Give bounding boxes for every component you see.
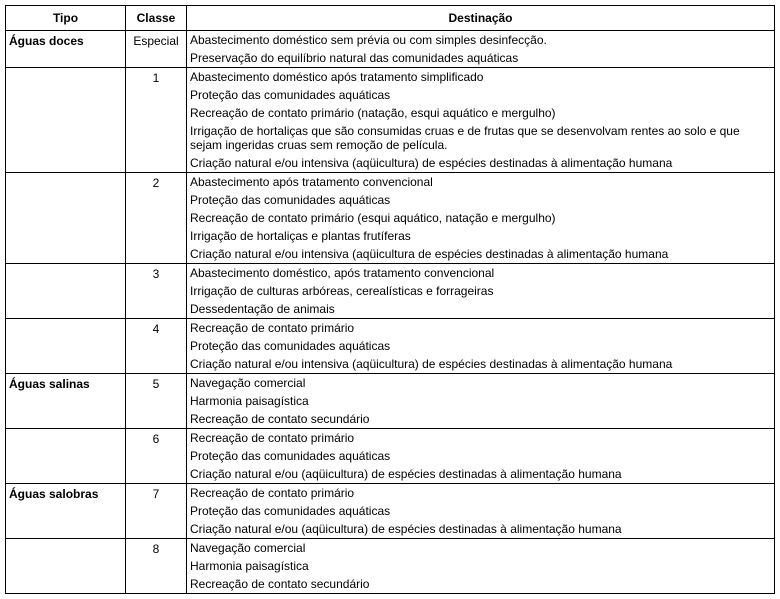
cell-classe: Especial xyxy=(126,31,187,68)
destinacao-item: Irrigação de hortaliças e plantas frutíferas xyxy=(190,229,411,243)
destinacao-item: Abastecimento doméstico após tratamento simplificado xyxy=(190,70,484,84)
table-body xyxy=(6,31,775,594)
header-row xyxy=(6,6,775,31)
cell-tipo xyxy=(6,539,126,594)
table-header xyxy=(6,6,775,31)
destinacao-item: Proteção das comunidades aquáticas xyxy=(190,504,391,518)
cell-tipo xyxy=(6,173,126,264)
destinacao-item: Abastecimento doméstico, após tratamento convencional xyxy=(190,266,495,280)
destinacao-item: Navegação comercial xyxy=(190,376,306,390)
destinacao-item: Dessedentação de animais xyxy=(190,302,335,316)
destinacao-item: Recreação de contato secundário xyxy=(190,577,370,591)
cell-tipo: Águas salobras xyxy=(6,484,126,539)
cell-classe: 5 xyxy=(126,374,187,429)
destinacao-item: Preservação do equilíbrio natural das comunidades aquáticas xyxy=(190,51,519,65)
cell-classe: 8 xyxy=(126,539,187,594)
cell-destinacao xyxy=(187,429,775,484)
table-row xyxy=(6,68,775,173)
cell-destinacao xyxy=(187,484,775,539)
water-classification-table xyxy=(5,5,775,594)
table-row xyxy=(6,429,775,484)
destinacao-item: Recreação de contato primário xyxy=(190,321,355,335)
destinacao-item: Criação natural e/ou intensiva (aqüicultura) de espécies destinadas à alimentação humana xyxy=(190,156,673,170)
destinacao-item: Criação natural e/ou (aqüicultura) de espécies destinadas à alimentação humana xyxy=(190,467,622,481)
table-row xyxy=(6,374,775,429)
table-row xyxy=(6,484,775,539)
cell-classe: 1 xyxy=(126,68,187,173)
destinacao-item: Recreação de contato secundário xyxy=(190,412,370,426)
cell-destinacao xyxy=(187,539,775,594)
cell-destinacao xyxy=(187,68,775,173)
cell-classe: 7 xyxy=(126,484,187,539)
destinacao-item: Navegação comercial xyxy=(190,541,306,555)
cell-tipo xyxy=(6,319,126,374)
cell-tipo xyxy=(6,68,126,173)
cell-destinacao xyxy=(187,319,775,374)
header-destinacao: Destinação xyxy=(187,6,775,31)
cell-classe: 2 xyxy=(126,173,187,264)
cell-tipo: Águas doces xyxy=(6,31,126,68)
destinacao-item: Recreação de contato primário (esqui aquático, natação e mergulho) xyxy=(190,211,556,225)
destinacao-item: Proteção das comunidades aquáticas xyxy=(190,193,391,207)
cell-destinacao xyxy=(187,264,775,319)
destinacao-item: Criação natural e/ou intensiva (aqüicultura) de espécies destinadas à alimentação humana xyxy=(190,357,673,371)
destinacao-item: Abastecimento após tratamento convencional xyxy=(190,175,433,189)
table-row xyxy=(6,31,775,68)
destinacao-item: Criação natural e/ou intensiva (aqüicultura de espécies destinadas à alimentação humana xyxy=(190,247,669,261)
destinacao-item: Harmonia paisagística xyxy=(190,394,309,408)
cell-classe: 6 xyxy=(126,429,187,484)
destinacao-item: Irrigação de culturas arbóreas, cerealísticas e forrageiras xyxy=(190,284,494,298)
destinacao-item: Recreação de contato primário (natação, esqui aquático e mergulho) xyxy=(190,106,556,120)
table-row xyxy=(6,539,775,594)
table-row xyxy=(6,173,775,264)
header-tipo: Tipo xyxy=(6,6,126,31)
table-row xyxy=(6,264,775,319)
cell-tipo xyxy=(6,264,126,319)
destinacao-item: Harmonia paisagística xyxy=(190,559,309,573)
cell-destinacao xyxy=(187,374,775,429)
destinacao-item: Proteção das comunidades aquáticas xyxy=(190,339,391,353)
cell-classe: 3 xyxy=(126,264,187,319)
cell-tipo xyxy=(6,429,126,484)
destinacao-item: Irrigação de hortaliças que são consumidas cruas e de frutas que se desenvolvam rentes ao solo e que sejam ingeridas cruas sem remoção de película. xyxy=(190,124,740,152)
destinacao-item: Criação natural e/ou (aqüicultura) de espécies destinadas à alimentação humana xyxy=(190,522,622,536)
cell-classe: 4 xyxy=(126,319,187,374)
table-row xyxy=(6,319,775,374)
destinacao-item: Recreação de contato primário xyxy=(190,486,355,500)
header-classe: Classe xyxy=(126,6,187,31)
cell-destinacao xyxy=(187,173,775,264)
destinacao-item: Proteção das comunidades aquáticas xyxy=(190,88,391,102)
destinacao-item: Abastecimento doméstico sem prévia ou com simples desinfecção. xyxy=(190,33,547,47)
cell-tipo: Águas salinas xyxy=(6,374,126,429)
destinacao-item: Proteção das comunidades aquáticas xyxy=(190,449,391,463)
destinacao-item: Recreação de contato primário xyxy=(190,431,355,445)
cell-destinacao xyxy=(187,31,775,68)
